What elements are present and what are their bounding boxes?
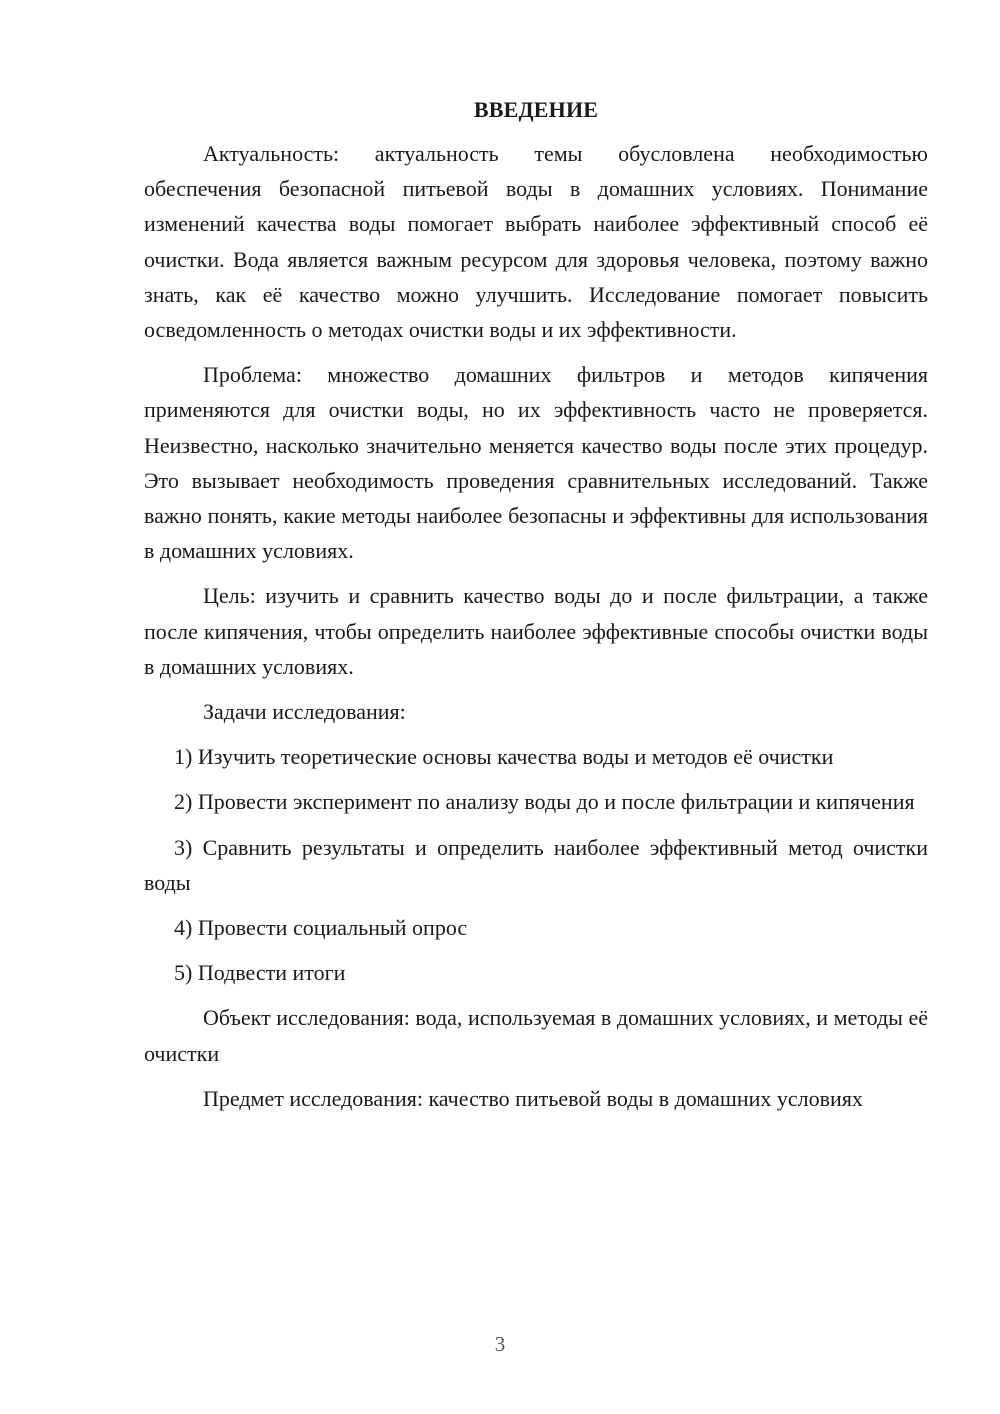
document-page <box>144 92 928 1126</box>
task-item: 5) Подвести итоги <box>174 960 346 986</box>
page-number: 3 <box>494 1332 506 1356</box>
task-item: 3) Сравнить результаты и определить наиболее эффективный метод очистки воды <box>144 834 928 895</box>
subject-paragraph: Предмет исследования: качество питьевой воды в домашних условиях <box>203 1085 863 1111</box>
task-item: 4) Провести социальный опрос <box>174 915 468 941</box>
task-item: 1) Изучить теоретические основы качества воды и методов её очистки <box>174 744 834 770</box>
page-title: ВВЕДЕНИЕ <box>473 97 599 122</box>
relevance-paragraph: Актуальность: актуальность темы обусловлена необходимостью обеспечения безопасной питьевой воды в домашних условиях. Понимание изменений качества воды помогает выбрать наиболее эффективный способ её очистки. Вода является важным ресурсом для здоровья человека, поэтому важно знать, как её качество можно улучшить. Исследование помогает повысить осведомленность о методах очистки воды и их эффективности. <box>144 141 928 343</box>
tasks-heading: Задачи исследования: <box>203 699 406 725</box>
object-paragraph: Объект исследования: вода, используемая в домашних условиях, и методы её очистки <box>144 1005 928 1066</box>
problem-paragraph: Проблема: множество домашних фильтров и методов кипячения применяются для очистки воды, но их эффективность часто не проверяется. Неизвестно, насколько значительно меняется качество воды после этих процедур. Это вызывает необходимость проведения сравнительных исследований. Также важно понять, какие методы наиболее безопасны и эффективны для использования в домашних условиях. <box>144 362 928 564</box>
goal-paragraph: Цель: изучить и сравнить качество воды до и после фильтрации, а также после кипячения, чтобы определить наиболее эффективные способы очистки воды в домашних условиях. <box>144 583 928 679</box>
task-item: 2) Провести эксперимент по анализу воды до и после фильтрации и кипячения <box>174 789 915 815</box>
